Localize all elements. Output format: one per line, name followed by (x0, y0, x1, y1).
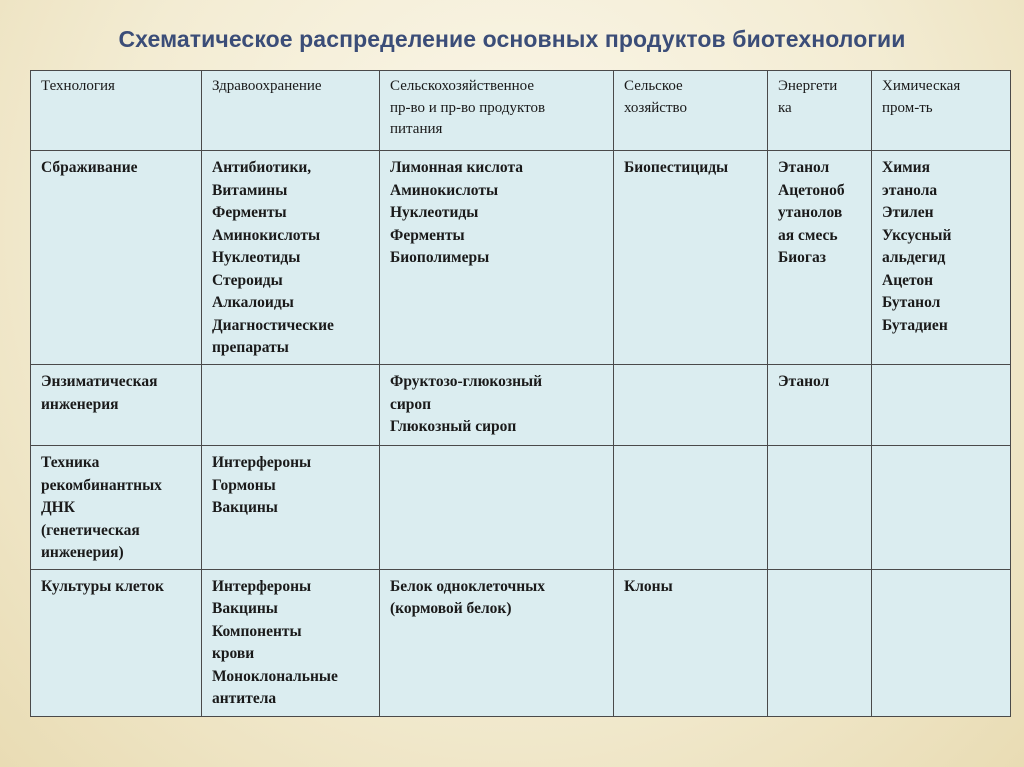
table-cell: Интерфероны Вакцины Компоненты крови Моноклональные антитела (202, 569, 380, 716)
table-cell: Фруктозо-глюкозный сироп Глюкозный сироп (380, 365, 614, 446)
table-cell: Этанол Ацетоноб утанолов ая смесь Биогаз (768, 151, 872, 365)
slide-title: Схематическое распределение основных продуктов биотехнологии (118, 26, 906, 52)
table-cell-empty (872, 446, 1011, 570)
header-agri-food-production: Сельскохозяйственное пр-во и пр-во продуктов питания (380, 71, 614, 151)
table-cell: Этанол (768, 365, 872, 446)
table-cell-empty (768, 569, 872, 716)
table-cell-empty (872, 569, 1011, 716)
header-technology: Технология (31, 71, 202, 151)
table-row-recombinant-dna (31, 446, 1011, 570)
table-row-enzymatic-engineering (31, 365, 1011, 446)
table-cell: Биопестициды (614, 151, 768, 365)
table-cell: Химия этанола Этилен Уксусный альдегид Ацетон Бутанол Бутадиен (872, 151, 1011, 365)
table-cell-empty (380, 446, 614, 570)
header-healthcare: Здравоохранение (202, 71, 380, 151)
header-energy: Энергети ка (768, 71, 872, 151)
table-row-cell-cultures (31, 569, 1011, 716)
table-cell: Лимонная кислота Аминокислоты Нуклеотиды Ферменты Биополимеры (380, 151, 614, 365)
table-cell: Интерфероны Гормоны Вакцины (202, 446, 380, 570)
table-cell: Техника рекомбинантных ДНК (генетическая инженерия) (31, 446, 202, 570)
table-row-fermentation (31, 151, 1011, 365)
header-row (31, 71, 1011, 151)
table-cell-empty (614, 365, 768, 446)
table-cell: Культуры клеток (31, 569, 202, 716)
table-cell: Белок одноклеточных (кормовой белок) (380, 569, 614, 716)
table-cell-empty (872, 365, 1011, 446)
table-cell: Антибиотики, Витамины Ферменты Аминокислоты Нуклеотиды Стероиды Алкалоиды Диагностические препараты (202, 151, 380, 365)
table-cell: Клоны (614, 569, 768, 716)
table-cell-empty (768, 446, 872, 570)
table-cell-empty (614, 446, 768, 570)
header-chemical-industry: Химическая пром-ть (872, 71, 1011, 151)
table-cell: Сбраживание (31, 151, 202, 365)
header-agriculture: Сельское хозяйство (614, 71, 768, 151)
table-cell: Энзиматическая инженерия (31, 365, 202, 446)
table-cell-empty (202, 365, 380, 446)
biotech-products-table (30, 70, 1011, 717)
